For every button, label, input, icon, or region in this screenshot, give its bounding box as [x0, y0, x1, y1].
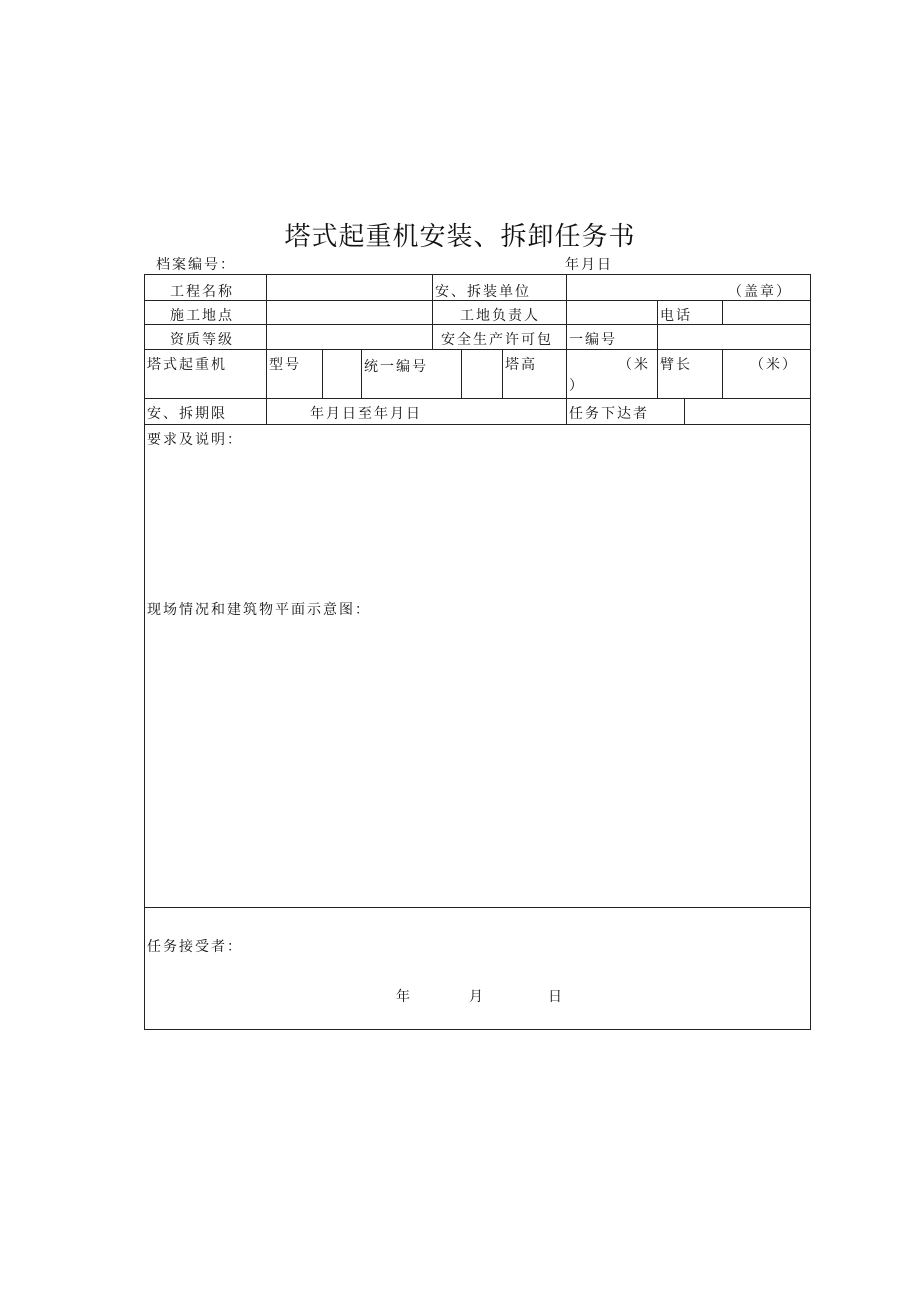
project-name-label: 工程名称: [170, 284, 234, 300]
install-unit-label: 安、拆装单位: [435, 284, 531, 300]
site-location-label: 施工地点: [170, 308, 234, 324]
receiver-label: 任务接受者：: [147, 939, 243, 955]
col-line: [266, 349, 267, 398]
period-value: 年月日至年月日: [310, 406, 422, 422]
table-border-right: [810, 274, 811, 1030]
arm-length-label: 臂长: [660, 357, 692, 373]
col-line: [461, 349, 462, 398]
requirements-label: 要求及说明：: [147, 432, 243, 448]
col-line: [566, 398, 567, 424]
tower-height-label: 塔高: [505, 357, 537, 373]
height-unit-open: （米: [618, 357, 650, 373]
col-line: [657, 300, 658, 349]
col-line: [322, 349, 323, 398]
seal-label: （盖章）: [728, 284, 792, 300]
tower-crane-label: 塔式起重机: [147, 357, 227, 373]
phone-label: 电话: [660, 308, 692, 324]
license-number-label: 一编号: [569, 332, 617, 348]
safety-license-label: 安全生产许可包: [441, 332, 553, 348]
archive-number-label: 档案编号：: [156, 257, 236, 273]
col-line: [684, 398, 685, 424]
col-line: [657, 349, 658, 398]
model-label: 型号: [269, 357, 301, 373]
issuer-label: 任务下达者: [569, 406, 649, 422]
sign-year-label: 年: [396, 989, 412, 1005]
sign-month-label: 月: [469, 989, 485, 1005]
col-line: [722, 300, 723, 324]
arm-unit-label: （米）: [750, 357, 798, 373]
height-unit-close: ）: [569, 378, 585, 394]
row-line: [144, 424, 811, 425]
row-line: [144, 349, 811, 350]
site-plan-label: 现场情况和建筑物平面示意图：: [147, 602, 371, 618]
sign-day-label: 日: [548, 989, 564, 1005]
row-line: [144, 398, 811, 399]
col-line: [722, 349, 723, 398]
table-border-top: [144, 274, 811, 275]
col-line: [432, 274, 433, 349]
site-manager-label: 工地负责人: [460, 308, 540, 324]
col-line: [566, 274, 567, 349]
col-line: [266, 274, 267, 349]
table-border-bottom: [144, 1029, 811, 1030]
period-label: 安、拆期限: [147, 406, 227, 422]
document-title: 塔式起重机安装、拆卸任务书: [284, 222, 636, 252]
row-line: [144, 907, 811, 908]
col-line: [361, 349, 362, 398]
col-line: [502, 349, 503, 398]
col-line: [266, 398, 267, 424]
date-header: 年月日: [565, 257, 613, 273]
unified-number-label: 统一编号: [364, 359, 428, 375]
table-border-left: [144, 274, 145, 1030]
col-line: [566, 349, 567, 398]
qualification-label: 资质等级: [170, 332, 234, 348]
